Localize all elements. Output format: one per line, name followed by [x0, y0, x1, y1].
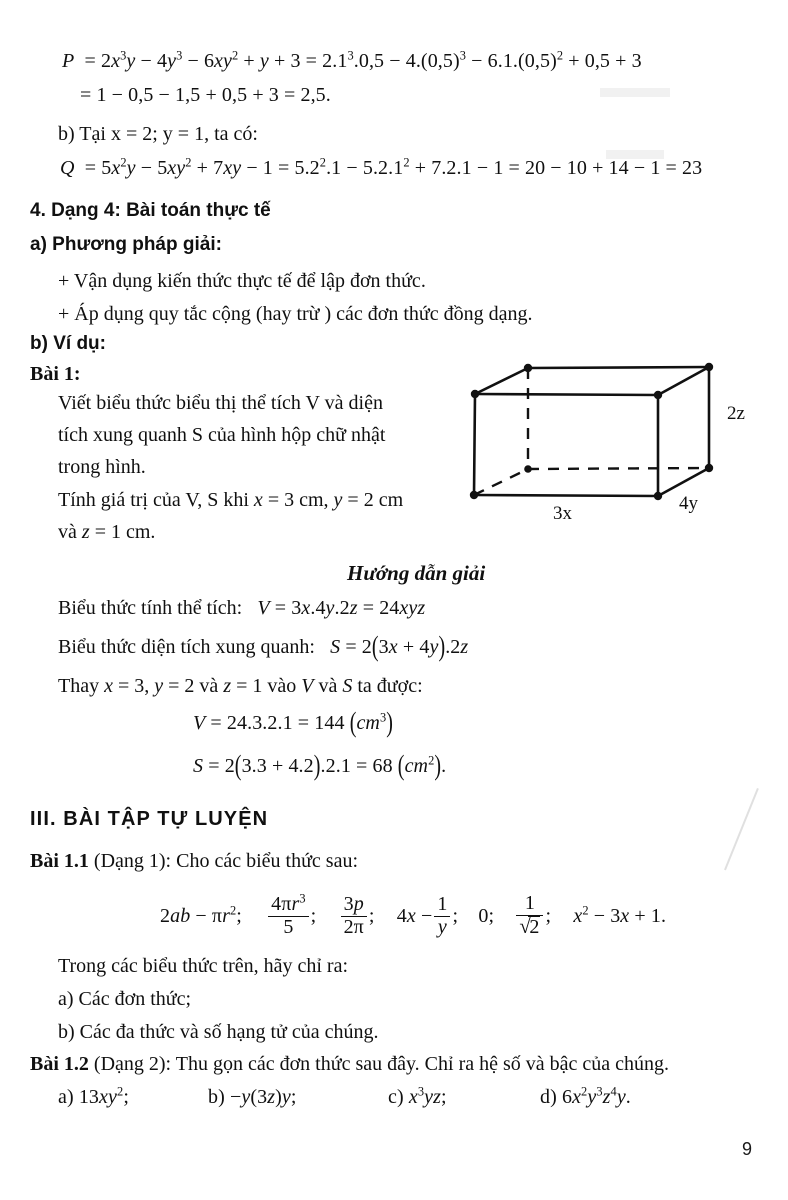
scan-artifact-diagonal: [724, 788, 758, 870]
expr-6: 1 √ 2: [516, 893, 543, 938]
box-label-depth: 4y: [679, 493, 698, 514]
box-label-width: 3x: [553, 503, 572, 524]
bai1-text-line-3: trong hình.: [58, 456, 146, 478]
method-item-2: + Áp dụng quy tắc cộng (hay trừ ) các đơn thức đồng dạng.: [58, 303, 533, 325]
solution-b-text: b) Tại x = 2; y = 1, ta có:: [58, 123, 258, 145]
variable-P: P: [62, 50, 75, 72]
solution-line-P2: [80, 84, 331, 107]
expr-7: $x^2 - 3x + 1$.: [573, 903, 667, 928]
area-expression: S = 2(3x + 4y).2z: [330, 630, 469, 663]
edge-front-left: [474, 394, 475, 495]
expr-1: $2ab - \pi r^2$;: [160, 903, 242, 928]
bai-1-1-prompt: Cho các biểu thức sau:: [176, 850, 359, 872]
box-figure: [450, 352, 770, 537]
volume-label: Biểu thức tính thể tích:: [58, 597, 243, 619]
bai-1-1-part-b: b) Các đa thức và số hạng tử của chúng.: [58, 1021, 379, 1043]
result-v-line: V = 24.3.2.1 = 144 $(cm^3)$: [193, 706, 394, 739]
edge-top-left-diag: [475, 368, 528, 394]
expr-2: $\frac{4\pi r^3}{5}$: [268, 894, 309, 938]
bai-1-2-item-c: c) $x^3yz$;: [388, 1084, 447, 1108]
volume-expression: V = 3x.4y.2z = 24xyz: [257, 597, 426, 619]
edge-hidden-back-bottom: [528, 468, 709, 469]
dang4-title: 4. Dạng 4: Bài toán thực tế: [30, 200, 271, 221]
box-label-height: 2z: [727, 403, 745, 424]
bai-1-1-part-a: a) Các đơn thức;: [58, 988, 192, 1010]
bai-1-2-item-a: a) $13xy^2$;: [58, 1084, 129, 1108]
expr-5: 0;: [478, 905, 495, 928]
edge-back-top: [528, 367, 709, 368]
solution-line-Q: [60, 157, 702, 180]
bai-1-1-tag: (Dạng 1):: [93, 850, 172, 872]
method-item-1: + Vận dụng kiến thức thực tế để lập đơn thức.: [58, 270, 426, 292]
bai-1-1-line: [30, 850, 358, 873]
area-label: Biểu thức diện tích xung quanh:: [58, 636, 315, 658]
bai-1-2-prompt: Thu gọn các đơn thức sau đây. Chỉ ra hệ số và bậc của chúng.: [175, 1053, 670, 1075]
edge-bottom-right-diag: [658, 468, 709, 496]
method-title: a) Phương pháp giải:: [30, 234, 222, 255]
solution-line-b: [58, 123, 258, 146]
result-s-line: S = 2(3.3 + 4.2).2.1 = 68 $(cm^2)$.: [193, 749, 447, 782]
area-line: [58, 630, 469, 663]
expr-3: $\frac{3p}{2\pi}$: [341, 894, 367, 938]
bai-1-2-item-d: d) $6x^2y^3z^4y$.: [540, 1084, 631, 1108]
edge-front-bottom: [474, 495, 658, 496]
variable-Q: Q: [60, 157, 75, 179]
bai-1-2-tag: (Dạng 2):: [93, 1053, 172, 1075]
bai-1-1-follow: Trong các biểu thức trên, hãy chỉ ra:: [58, 955, 349, 977]
solution-Q-expression: = $5x^2y - 5xy^2 + 7xy - 1 = 5.2^2.1 - 5.2.1^2 + 7.2.1 - 1 = 20 - 10 + 14 - 1 = 23$: [79, 155, 703, 179]
bai-1-2-label: Bài 1.2: [30, 1053, 89, 1075]
edge-front-top: [475, 394, 658, 395]
substitute-line: Thay x = 3, y = 2 và z = 1 vào V và S ta được:: [58, 675, 423, 697]
edge-top-right-diag: [658, 367, 709, 395]
scan-artifact: [600, 88, 670, 97]
solution-P-result: = 1 − 0,5 − 1,5 + 0,5 + 3 = 2,5.: [80, 84, 331, 106]
solution-line-P: [62, 50, 642, 73]
bai1-label: Bài 1:: [30, 363, 81, 385]
box-figure-svg: [450, 352, 770, 502]
edge-hidden-bottom-left-diag: [474, 469, 528, 495]
example-title: b) Ví dụ:: [30, 333, 106, 354]
bai-1-1-label: Bài 1.1: [30, 850, 89, 872]
section-III-heading: III. BÀI TẬP TỰ LUYỆN: [30, 808, 269, 830]
bai-1-2-item-b: b) −y(3z)y;: [208, 1086, 297, 1108]
page-number: 9: [741, 1139, 752, 1159]
solution-P-expression: = $2x^3y - 4y^3 - 6xy^2 + y + 3 = 2.1^3.0,5 - 4.(0,5)^3 - 6.1.(0,5)^2 + 0,5 + 3$: [79, 48, 642, 72]
bai1-text-line-2: tích xung quanh S của hình hộp chữ nhật: [58, 424, 386, 446]
bai1-text-line-5: và z = 1 cm.: [58, 521, 156, 543]
huongdan-title: Hướng dẫn giải: [347, 561, 486, 585]
expr-4: 4x − $\frac{1}{y}$ ;: [396, 893, 459, 938]
volume-line: [58, 597, 425, 620]
bai1-text-line-1: Viết biểu thức biểu thị thể tích V và diện: [58, 392, 383, 414]
bai-1-2-line: [30, 1053, 669, 1076]
bai1-text-line-4: Tính giá trị của V, S khi x = 3 cm, y = 2 cm: [58, 489, 404, 511]
bai-1-1-expressions: $2ab - \pi r^2$; $\frac{4\pi r^3}{5}$ ; $\frac{3p}{2\pi}$ ; 4x − $\frac{1}{y}$ ; 0; 1 √ 2 ; $x^2 - 3x + 1$.: [160, 893, 666, 938]
